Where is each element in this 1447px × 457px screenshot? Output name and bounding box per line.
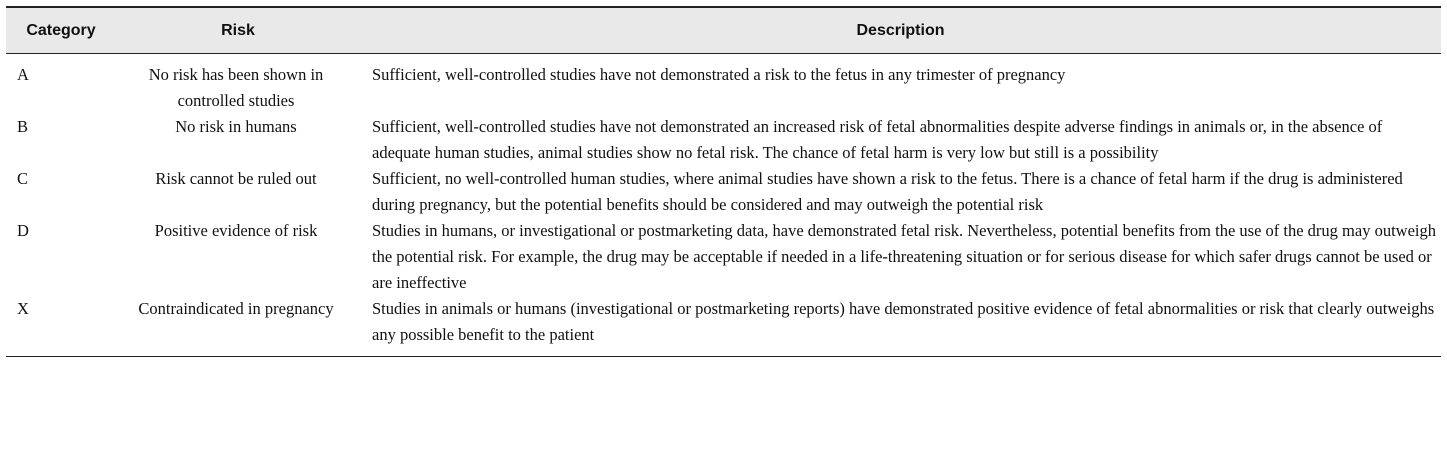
category-cell: B (17, 117, 29, 136)
header-description: Description (360, 7, 1441, 54)
table-row (6, 166, 1441, 218)
description-cell: Studies in humans, or investigational or postmarketing data, have demonstrated fetal risk. Nevertheless, potential benefits from the use of the drug may outweigh the potential risk. For example, the drug may be acceptable if needed in a life-threatening situation or for serious disease for which safer drugs cannot be used or are ineffective (372, 221, 1436, 292)
header-category: Category (6, 7, 116, 54)
description-cell: Sufficient, no well-controlled human studies, where animal studies have shown a risk to the fetus. There is a chance of fetal harm if the drug is administered during pregnancy, but the potential benefits should be considered and may outweigh the potential risk (372, 169, 1403, 214)
risk-cell: Risk cannot be ruled out (155, 169, 317, 188)
table-row (6, 218, 1441, 296)
description-cell: Sufficient, well-controlled studies have not demonstrated a risk to the fetus in any trimester of pregnancy (372, 65, 1066, 84)
table-row (6, 54, 1441, 115)
risk-cell: Positive evidence of risk (154, 221, 318, 240)
risk-cell: Contraindicated in pregnancy (116, 296, 360, 357)
table-row (6, 296, 1441, 357)
pregnancy-risk-table-container (6, 6, 1441, 357)
description-cell: Studies in animals or humans (investigational or postmarketing reports) have demonstrated positive evidence of fetal abnormalities or risk that clearly outweighs any possible benefit to the patient (360, 296, 1441, 357)
category-cell: D (17, 221, 29, 240)
table-body (6, 54, 1441, 357)
table-header (6, 7, 1441, 54)
risk-cell: No risk has been shown in controlled studies (148, 65, 324, 110)
header-row (6, 7, 1441, 54)
pregnancy-risk-table (6, 6, 1441, 357)
category-cell: C (17, 169, 29, 188)
category-cell: X (6, 296, 116, 357)
table-row (6, 114, 1441, 166)
category-cell: A (17, 65, 29, 84)
description-cell: Sufficient, well-controlled studies have not demonstrated an increased risk of fetal abnormalities despite adverse findings in animals or, in the absence of adequate human studies, animal studies show no fetal risk. The chance of fetal harm is very low but still is a possibility (372, 117, 1383, 162)
risk-cell: No risk in humans (175, 117, 297, 136)
header-risk: Risk (116, 7, 360, 54)
